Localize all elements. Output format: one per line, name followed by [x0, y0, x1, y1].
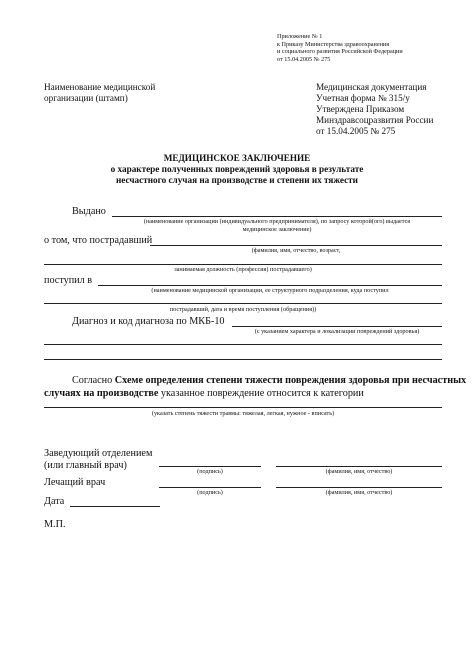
- victim-field[interactable]: [150, 245, 442, 246]
- appendix-block: [277, 33, 472, 63]
- admitted-hint-2: пострадавший, дата и время поступления (обращения)): [169, 306, 317, 313]
- form-info-line: Утверждена Приказом: [316, 104, 405, 114]
- form-info-line: от 15.04.2005 № 275: [316, 126, 396, 136]
- form-info-line: Медицинская документация: [316, 82, 427, 92]
- title-line-1: МЕДИЦИНСКОЕ ЗАКЛЮЧЕНИЕ: [163, 153, 311, 163]
- org-name-line: организации (штамп): [44, 93, 128, 103]
- diagnosis-hint: (с указанием характера и локализации повреждений здоровья): [254, 328, 420, 335]
- scheme-title-end: случаях на производстве: [44, 388, 159, 399]
- diagnosis-extra-line[interactable]: [44, 359, 442, 360]
- category-field[interactable]: [44, 407, 442, 408]
- title-line-2: о характере полученных повреждений здоровья в результате: [110, 164, 364, 174]
- signature-hint: (подпись): [197, 489, 223, 496]
- scheme-line-1: [72, 375, 466, 387]
- scheme-line-2: [44, 388, 364, 400]
- diagnosis-label: Диагноз и код диагноза по МКБ-10: [72, 316, 225, 327]
- org-name-block: [44, 82, 194, 104]
- signature-hint: (подпись): [197, 468, 223, 475]
- admitted-field-2[interactable]: [44, 303, 442, 304]
- appendix-line: и социального развития Российской Федерации: [277, 48, 403, 55]
- issued-field[interactable]: [112, 216, 442, 217]
- category-hint: (указать степень тяжести травмы: тяжелая, легкая, нужное - вписать): [151, 410, 335, 417]
- head-signature-field[interactable]: [159, 466, 261, 467]
- name-hint: (фамилия, имя, отчество): [325, 489, 393, 496]
- doctor-label: Лечащий врач: [44, 477, 106, 488]
- stamp-label: М.П.: [44, 519, 66, 530]
- org-name-line: Наименование медицинской: [44, 82, 156, 92]
- name-hint: (фамилия, имя, отчество): [325, 468, 393, 475]
- appendix-line: Приложение № 1: [277, 33, 323, 40]
- position-field[interactable]: [44, 264, 442, 265]
- head-label: [44, 448, 152, 472]
- diagnosis-extra-line[interactable]: [44, 344, 442, 345]
- admitted-field[interactable]: [98, 285, 442, 286]
- document-title: [0, 153, 474, 186]
- form-info-line: Учетная форма № 315/у: [316, 93, 410, 103]
- doctor-signature-field[interactable]: [159, 487, 261, 488]
- issued-hint-2: медицинское заключение): [242, 226, 312, 233]
- head-label-line-2: (или главный врач): [44, 460, 127, 471]
- form-info-line: Минздравсоцразвития России: [316, 115, 434, 125]
- head-label-line: Заведующий отделением: [44, 448, 153, 459]
- title-line-3: несчастного случая на производстве и степени их тяжести: [116, 175, 358, 185]
- date-label: Дата: [44, 496, 65, 507]
- admitted-label: поступил в: [44, 275, 93, 286]
- scheme-title: Схеме определения степени тяжести повреждения здоровья при несчастных: [114, 375, 467, 386]
- victim-label: о том, что пострадавший: [44, 235, 153, 246]
- date-field[interactable]: [70, 506, 160, 507]
- appendix-line: к Приказу Министерства здравоохранения: [277, 40, 390, 48]
- issued-label: Выдано: [72, 206, 106, 217]
- victim-hint: (фамилия, имя, отчество, возраст,: [251, 247, 341, 254]
- position-hint: занимаемая должность (профессия) пострадавшего): [174, 266, 312, 273]
- scheme-prefix: Согласно: [72, 375, 115, 386]
- diagnosis-field[interactable]: [232, 326, 442, 327]
- scheme-text: указанное повреждение относится к категории: [158, 388, 364, 399]
- appendix-line: от 15.04.2005 № 275: [277, 55, 331, 63]
- head-name-field[interactable]: [276, 466, 442, 467]
- admitted-hint: (наименование медицинской организации, ее структурного подразделения, куда поступил: [151, 287, 389, 294]
- doctor-name-field[interactable]: [276, 487, 442, 488]
- form-info-block: [316, 82, 466, 137]
- issued-hint: (наименование организации (индивидуального предпринимателя), по запросу которой(ого) выдается: [143, 218, 411, 225]
